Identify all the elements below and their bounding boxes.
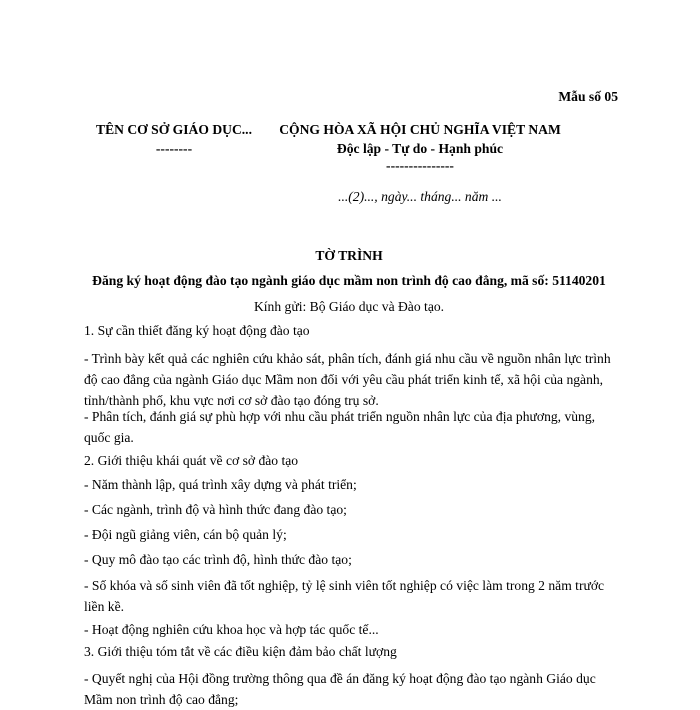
motto: Độc lập - Tự do - Hạnh phúc bbox=[336, 141, 504, 156]
nation-title: CỘNG HÒA XÃ HỘI CHỦ NGHĨA VIỆT NAM bbox=[279, 122, 561, 137]
section2-item-3: - Đội ngũ giảng viên, cán bộ quản lý; bbox=[84, 527, 287, 542]
section3-heading: 3. Giới thiệu tóm tắt về các điều kiện đảm bảo chất lượng bbox=[84, 644, 397, 659]
motto-dashes: --------------- bbox=[386, 158, 454, 173]
section1-paragraph-1: - Trình bày kết quả các nghiên cứu khảo sát, phân tích, đánh giá nhu cầu về nguồn nhân lực trình độ cao đẳng của ngành Giáo dục Mầm non đối với yêu cầu phát triển kinh tế, xã hội của ngành, tỉnh/thành phố, khu vực nơi cơ sở đào tạo đóng trụ sở. bbox=[84, 351, 611, 408]
section1-paragraph-2: - Phân tích, đánh giá sự phù hợp với nhu cầu phát triển nguồn nhân lực của địa phương, vùng, quốc gia. bbox=[84, 409, 596, 445]
section2-item-4: - Quy mô đào tạo các trình độ, hình thức đào tạo; bbox=[84, 552, 352, 567]
org-dashes: -------- bbox=[155, 141, 193, 156]
section2-item-6: - Hoạt động nghiên cứu khoa học và hợp tác quốc tế... bbox=[84, 622, 379, 637]
section3-paragraph-1: - Quyết nghị của Hội đồng trường thông qua đề án đăng ký hoạt động đào tạo ngành Giáo dục Mầm non trình độ cao đẳng; bbox=[84, 671, 596, 707]
form-number: Mẫu số 05 bbox=[558, 89, 618, 104]
section2-item-1: - Năm thành lập, quá trình xây dựng và phát triển; bbox=[84, 477, 357, 492]
section2-item-2: - Các ngành, trình độ và hình thức đang đào tạo; bbox=[84, 502, 347, 517]
doc-subtitle: Đăng ký hoạt động đào tạo ngành giáo dục mầm non trình độ cao đẳng, mã số: 51140201 bbox=[92, 273, 606, 288]
section1-heading: 1. Sự cần thiết đăng ký hoạt động đào tạo bbox=[84, 323, 310, 338]
section2-heading: 2. Giới thiệu khái quát về cơ sở đào tạo bbox=[84, 453, 299, 468]
org-name: TÊN CƠ SỞ GIÁO DỤC... bbox=[96, 122, 252, 137]
date-line: ...(2)..., ngày... tháng... năm ... bbox=[338, 189, 502, 204]
doc-title: TỜ TRÌNH bbox=[315, 248, 383, 263]
recipient: Kính gửi: Bộ Giáo dục và Đào tạo. bbox=[253, 299, 445, 314]
section2-item-5: - Số khóa và số sinh viên đã tốt nghiệp, tỷ lệ sinh viên tốt nghiệp có việc làm trong 2 năm trước liền kề. bbox=[84, 578, 605, 614]
